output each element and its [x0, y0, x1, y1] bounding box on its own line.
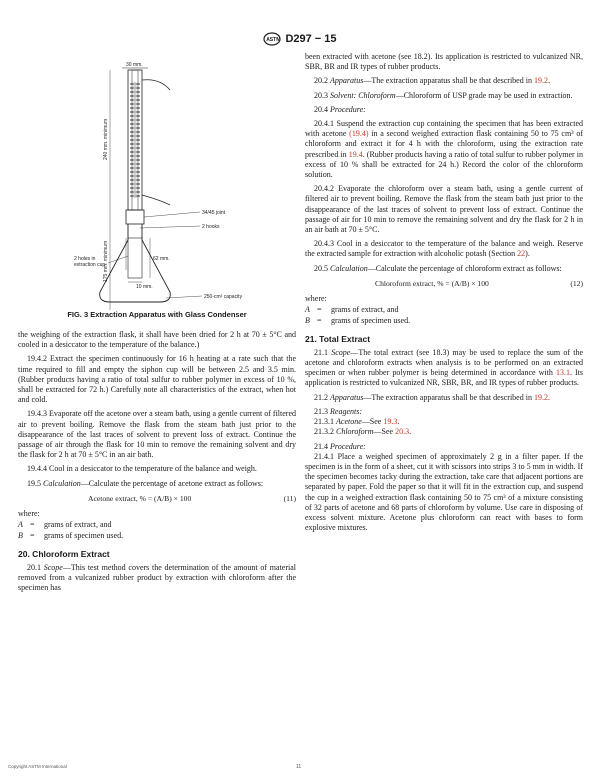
paragraph: 20.3 Solvent: Chloroform—Chloroform of USP grade may be used in extraction.	[314, 90, 573, 100]
equation-11: Acetone extract, % = (A/B) × 100 (11)	[88, 493, 296, 503]
standard-designation: D297 − 15	[285, 33, 337, 45]
label-holes-1: 2 holes in	[74, 256, 96, 262]
where-label: where:	[305, 294, 327, 304]
coil-loop	[130, 91, 140, 93]
coil-loop	[130, 83, 140, 85]
paragraph: 20.4.3 Cool in a desiccator to the temperature of the balance and weigh. Reserve the extracted sample for extraction with alcoholic potash (Section 22).	[305, 239, 583, 259]
coil-loop	[130, 183, 140, 185]
coil-loop	[130, 139, 140, 141]
label-flask-capacity: 250-cm³ capacity	[204, 294, 243, 300]
coil-loop	[130, 187, 140, 189]
paragraph: the weighing of the extraction flask, it shall have been dried for 2 h at 70 ± 5°C and cooled in a desiccator to the temperature of the balance.)	[18, 330, 296, 350]
cross-reference-link[interactable]: 20.3	[395, 427, 410, 437]
coil-loop	[130, 111, 140, 113]
section-heading-20: 20. Chloroform Extract	[18, 548, 110, 559]
page-header	[0, 30, 600, 48]
paragraph: 21.3 Reagents:	[314, 406, 362, 416]
variable-b: B = grams of specimen used.	[18, 531, 124, 541]
variable-a: A = grams of extract, and	[18, 520, 112, 530]
label-joint: 34/45 joint	[202, 210, 226, 216]
paragraph: 20.4.1 Suspend the extraction cup containing the specimen that has been extracted with acetone (19.4) in a second weighed extraction flask containing 50 to 75 cm³ of chloroform and extract it for 4 h with the chloroform, using the extraction rate prescribed in 19.4. (Rubber products having a ratio of total sulfur to rubber polymer in excess of 10 % shall be extracted for 24 h.) Record the color of the chloroform solution.	[305, 119, 584, 180]
coil-loop	[130, 151, 140, 153]
label-height-lower: 175 mm. minimum	[103, 240, 109, 282]
extraction-apparatus-figure	[74, 60, 280, 310]
coil-loop	[130, 147, 140, 149]
label-cup-height: 62 mm.	[153, 256, 170, 262]
paragraph: 21.3.1 Acetone—See 19.3.	[314, 417, 400, 427]
coil-loop	[130, 127, 140, 129]
variable-a: A = grams of extract, and	[305, 305, 399, 315]
coil-loop	[130, 167, 140, 169]
paragraph: 21.4.1 Place a weighed specimen of approximately 2 g in a filter paper. If the specimen is in the form of a sheet, cut it with scissors into strips 3 to 5 mm in width. If the specimen becomes tacky during the extraction, take care that adjacent portions are separated by paper. Fold the paper so that it will fit in the extraction cup, and suspend the cup in a weighed extraction flask containing 50 to 75 cm³ of a mixture consisting of 32 parts of acetone and 68 parts of chloroform by volume. Use care in disposing of excess solvent mixture. Acetone plus chloroform can react with bases to form explosive mixtures.	[305, 451, 583, 533]
paragraph: 19.4.3 Evaporate off the acetone over a steam bath, using a gentle current of filtered air to prevent boiling. Remove the flask from the steam bath just prior to the disappearance of the last traces of solvent to prevent loss of extract. Continue the passage of air through the flask for 10 min to remove the remaining solvent and dry the flask for 2 h at 70 ± 5°C in an air bath.	[18, 409, 296, 460]
coil-loop	[130, 171, 140, 173]
paragraph: 20.5 Calculation—Calculate the percentage of chloroform extract as follows:	[314, 263, 562, 273]
coil-loop	[130, 155, 140, 157]
label-cup-width: 10 mm.	[136, 284, 153, 290]
variable-b: B = grams of specimen used.	[305, 316, 411, 326]
equation-12: Chloroform extract, % = (A/B) × 100 (12)	[375, 278, 583, 288]
cross-reference-link[interactable]: 22	[517, 249, 526, 259]
paragraph: 19.5 Calculation—Calculate the percentage of acetone extract as follows:	[27, 478, 264, 488]
where-label: where:	[18, 509, 40, 519]
coil-loop	[130, 115, 140, 117]
coil-loop	[130, 103, 140, 105]
coil-loop	[130, 175, 140, 177]
coil-loop	[130, 191, 140, 193]
paragraph: 21.1 Scope—The total extract (see 18.3) may be used to replace the sum of the acetone and chloroform extracts when analysis is to be performed on an extracted specimen or when rubber polymer is being determined in accordance with 13.1. Its application is restricted to vulcanized NR, SBR, BR, and IR types of rubber products.	[305, 347, 584, 388]
coil-loop	[130, 123, 140, 125]
cross-reference-link[interactable]: (19.4)	[349, 129, 369, 139]
coil-loop	[130, 159, 140, 161]
coil-loop	[130, 107, 140, 109]
coil-loop	[130, 99, 140, 101]
paragraph: 21.4 Procedure:	[314, 441, 366, 451]
condenser-coil	[130, 83, 140, 197]
paragraph: 21.3.2 Chloroform—See 20.3.	[314, 427, 412, 437]
coil-loop	[130, 179, 140, 181]
left-column	[18, 330, 296, 593]
paragraph: 20.4 Procedure:	[314, 104, 366, 114]
cross-reference-link[interactable]: 19.3	[383, 417, 398, 427]
astm-logo-icon	[263, 32, 281, 46]
coil-loop	[130, 87, 140, 89]
paragraph: 19.4.4 Cool in a desiccator to the temperature of the balance and weigh.	[27, 464, 257, 474]
paragraph: been extracted with acetone (see 18.2). Its application is restricted to vulcanized NR, SBR, BR and IR types of rubber products.	[305, 52, 583, 72]
paragraph: 20.4.2 Evaporate the chloroform over a steam bath, using a gentle current of filtered air to prevent boiling. Remove the flask from the steam bath just prior to the disappearance of the last traces of solvent to prevent loss of extract. Continue the passage of air for 10 min to remove the remaining solvent and dry the flask for 2 h in an air bath at 70 ± 5°C.	[305, 184, 583, 235]
coil-loop	[130, 195, 140, 197]
label-height-upper: 240 mm. minimum	[103, 118, 109, 160]
coil-loop	[130, 119, 140, 121]
coil-loop	[130, 143, 140, 145]
cross-reference-link[interactable]: 13.1	[555, 368, 570, 378]
figure-caption: FIG. 3 Extraction Apparatus with Glass Condenser	[67, 310, 247, 319]
label-top-dimension: 30 mm.	[126, 62, 143, 68]
section-heading-21: 21. Total Extract	[305, 333, 371, 344]
cross-reference-link[interactable]: 19.4	[348, 149, 363, 159]
paragraph: 20.2 Apparatus—The extraction apparatus shall be that described in 19.2.	[314, 76, 550, 86]
label-holes-2: extraction cup	[74, 262, 106, 268]
label-hooks: 2 hooks	[202, 224, 220, 230]
cross-reference-link[interactable]: 19.2	[533, 76, 548, 86]
coil-loop	[130, 135, 140, 137]
right-column	[305, 52, 583, 533]
coil-loop	[130, 163, 140, 165]
coil-loop	[130, 131, 140, 133]
cross-reference-link[interactable]: 19.2	[533, 392, 548, 402]
page-number: 11	[296, 764, 302, 770]
paragraph: 20.1 Scope—This test method covers the determination of the amount of material removed from a vulcanized rubber product by extraction with chloroform after the specimen has	[18, 562, 297, 593]
svg-text:ASTM: ASTM	[266, 36, 281, 43]
footer-copyright: Copyright ASTM International	[8, 764, 67, 769]
paragraph: 21.2 Apparatus—The extraction apparatus shall be that described in 19.2.	[314, 392, 550, 402]
coil-loop	[130, 95, 140, 97]
paragraph: 19.4.2 Extract the specimen continuously for 16 h heating at a rate such that the time required to fill and empty the siphon cup will be between 2.5 and 3.5 min. (Rubber products having a ratio of total sulfur to rubber polymer in excess of 10 %, shall be extracted for 72 h.) Carefully note all characteristics of the extract, when hot and cold.	[18, 354, 296, 405]
